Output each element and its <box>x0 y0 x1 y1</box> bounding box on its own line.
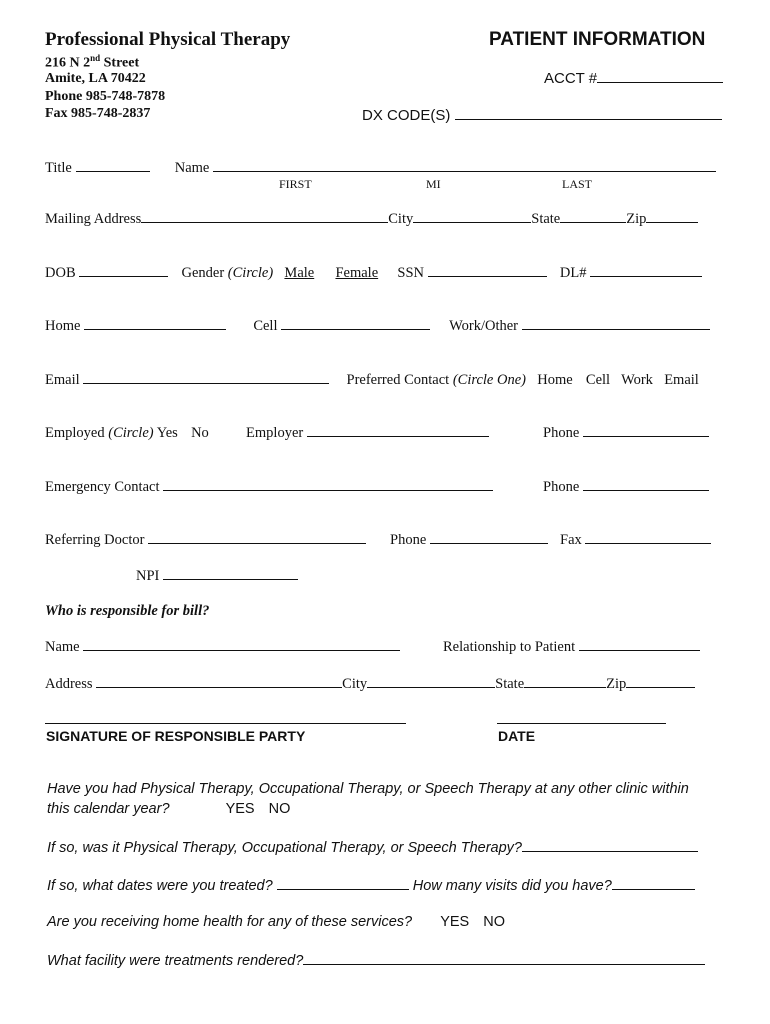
referring-doctor-row <box>45 531 366 549</box>
work-phone-label: Work/Other <box>449 318 519 334</box>
responsible-city-line[interactable] <box>367 675 495 688</box>
preferred-contact-label: Preferred Contact <box>346 372 450 388</box>
responsible-heading: Who is responsible for bill? <box>45 603 210 619</box>
employer-phone-line[interactable] <box>583 424 709 437</box>
acct-line[interactable] <box>597 70 723 83</box>
responsible-zip-label: Zip <box>606 676 627 692</box>
mailing-address-line[interactable] <box>141 210 388 223</box>
referring-doctor-label: Referring Doctor <box>45 532 145 548</box>
emergency-contact-row <box>45 478 493 496</box>
home-phone-line[interactable] <box>84 317 226 330</box>
employed-no-option[interactable]: No <box>191 425 209 441</box>
dx-code-line[interactable] <box>455 107 722 120</box>
relationship-line[interactable] <box>579 638 700 651</box>
emergency-phone-field <box>543 478 709 496</box>
question-facility <box>47 952 705 969</box>
emergency-contact-label: Emergency Contact <box>45 479 160 495</box>
employment-row <box>45 424 489 442</box>
doctor-phone-label: Phone <box>390 532 427 548</box>
question-home-health-text: Are you receiving home health for any of these services? <box>47 914 413 930</box>
preferred-cell-option[interactable]: Cell <box>585 372 611 388</box>
npi-line[interactable] <box>163 567 298 580</box>
relationship-field <box>443 638 700 656</box>
doctor-fax-line[interactable] <box>585 531 711 544</box>
responsible-state-label: State <box>495 676 525 692</box>
email-label: Email <box>45 372 80 388</box>
title-label: Title <box>45 160 72 176</box>
acct-label: ACCT # <box>544 70 598 87</box>
gender-label: Gender <box>181 265 225 281</box>
facility-line[interactable] <box>303 952 705 965</box>
question-visits-text: How many visits did you have? <box>412 878 612 894</box>
first-sublabel: FIRST <box>279 177 312 191</box>
question-prior-therapy-line1: Have you had Physical Therapy, Occupational Therapy, or Speech Therapy at any other clinic within <box>47 781 689 797</box>
clinic-name: Professional Physical Therapy <box>45 29 291 50</box>
responsible-name-line[interactable] <box>83 638 400 651</box>
signature-line[interactable] <box>45 723 406 724</box>
name-line[interactable] <box>213 159 716 172</box>
employer-phone-field <box>543 424 709 442</box>
date-label: DATE <box>498 728 536 744</box>
title-name-row <box>45 159 716 177</box>
dx-code-field[interactable] <box>362 107 722 124</box>
question-home-health <box>47 914 505 930</box>
home-health-no-option[interactable]: NO <box>483 914 506 930</box>
preferred-email-option[interactable]: Email <box>664 372 699 388</box>
clinic-city: Amite, LA 70422 <box>45 71 146 86</box>
emergency-phone-label: Phone <box>543 479 580 495</box>
doctor-phone-line[interactable] <box>430 531 548 544</box>
phones-row <box>45 317 710 335</box>
dates-treated-line[interactable] <box>277 877 409 890</box>
dl-line[interactable] <box>590 264 702 277</box>
employer-label: Employer <box>246 425 304 441</box>
responsible-name-label: Name <box>45 639 80 655</box>
acct-field[interactable] <box>544 70 723 87</box>
state-line[interactable] <box>560 210 626 223</box>
preferred-work-option[interactable]: Work <box>621 372 653 388</box>
clinic-street-number: 216 N 2 <box>45 55 91 71</box>
npi-row <box>136 567 298 585</box>
email-row <box>45 371 699 389</box>
ssn-label: SSN <box>397 265 425 281</box>
cell-phone-label: Cell <box>253 318 278 334</box>
responsible-address-row <box>45 675 695 693</box>
gender-circle-hint: (Circle) <box>227 265 274 281</box>
question-dates-visits <box>47 877 695 894</box>
clinic-fax: Fax 985-748-2837 <box>45 106 151 121</box>
question-therapy-type <box>47 839 698 856</box>
responsible-address-line[interactable] <box>96 675 342 688</box>
question-prior-therapy-line2: this calendar year? <box>47 801 170 817</box>
title-line[interactable] <box>76 159 150 172</box>
doctor-fax-field <box>560 531 711 549</box>
state-label: State <box>531 211 561 227</box>
last-sublabel: LAST <box>562 177 592 191</box>
emergency-phone-line[interactable] <box>583 478 709 491</box>
mailing-address-label: Mailing Address <box>45 211 142 227</box>
therapy-type-line[interactable] <box>522 839 698 852</box>
ssn-line[interactable] <box>428 264 547 277</box>
form-title: PATIENT INFORMATION <box>489 29 706 50</box>
city-line[interactable] <box>413 210 531 223</box>
dx-code-label: DX CODE(S) <box>362 107 451 124</box>
zip-line[interactable] <box>646 210 698 223</box>
dob-row <box>45 264 702 282</box>
referring-doctor-line[interactable] <box>148 531 366 544</box>
employed-label: Employed <box>45 425 105 441</box>
responsible-city-label: City <box>342 676 368 692</box>
clinic-street-suffix: Street <box>100 55 140 71</box>
work-phone-line[interactable] <box>522 317 710 330</box>
home-phone-label: Home <box>45 318 81 334</box>
employer-line[interactable] <box>307 424 489 437</box>
prior-therapy-yes-option[interactable]: YES <box>225 801 255 817</box>
responsible-name-row <box>45 638 400 656</box>
gender-male-option[interactable]: Male <box>284 265 315 281</box>
responsible-state-line[interactable] <box>524 675 606 688</box>
prior-therapy-no-option[interactable]: NO <box>268 801 291 817</box>
clinic-phone: Phone 985-748-7878 <box>45 89 166 104</box>
question-therapy-type-text: If so, was it Physical Therapy, Occupational Therapy, or Speech Therapy? <box>47 840 522 856</box>
employed-yes-option[interactable]: Yes <box>156 425 178 441</box>
responsible-zip-line[interactable] <box>626 675 695 688</box>
mi-sublabel: MI <box>426 177 441 191</box>
preferred-home-option[interactable]: Home <box>537 372 573 388</box>
question-prior-therapy <box>47 781 689 797</box>
zip-label: Zip <box>626 211 647 227</box>
dob-line[interactable] <box>79 264 168 277</box>
question-facility-text: What facility were treatments rendered? <box>47 953 304 969</box>
email-line[interactable] <box>83 371 329 384</box>
doctor-phone-field <box>390 531 548 549</box>
city-label: City <box>388 211 414 227</box>
gender-female-option[interactable]: Female <box>335 265 379 281</box>
clinic-street <box>45 53 139 72</box>
home-health-yes-option[interactable]: YES <box>440 914 470 930</box>
date-line[interactable] <box>497 723 666 724</box>
employed-circle-hint: (Circle) <box>108 425 154 441</box>
visits-count-line[interactable] <box>612 877 695 890</box>
responsible-address-label: Address <box>45 676 93 692</box>
npi-label: NPI <box>136 568 160 584</box>
mailing-address-row <box>45 210 698 228</box>
question-prior-therapy-cont <box>47 801 290 817</box>
preferred-contact-hint: (Circle One) <box>452 372 526 388</box>
signature-label: SIGNATURE OF RESPONSIBLE PARTY <box>46 728 306 744</box>
clinic-street-ordinal: nd <box>90 53 101 63</box>
relationship-label: Relationship to Patient <box>443 639 576 655</box>
dob-label: DOB <box>45 265 76 281</box>
emergency-contact-line[interactable] <box>163 478 493 491</box>
dl-label: DL# <box>559 265 587 281</box>
cell-phone-line[interactable] <box>281 317 430 330</box>
name-label: Name <box>174 160 210 176</box>
employer-phone-label: Phone <box>543 425 580 441</box>
question-dates-text: If so, what dates were you treated? <box>47 878 273 894</box>
doctor-fax-label: Fax <box>560 532 582 548</box>
